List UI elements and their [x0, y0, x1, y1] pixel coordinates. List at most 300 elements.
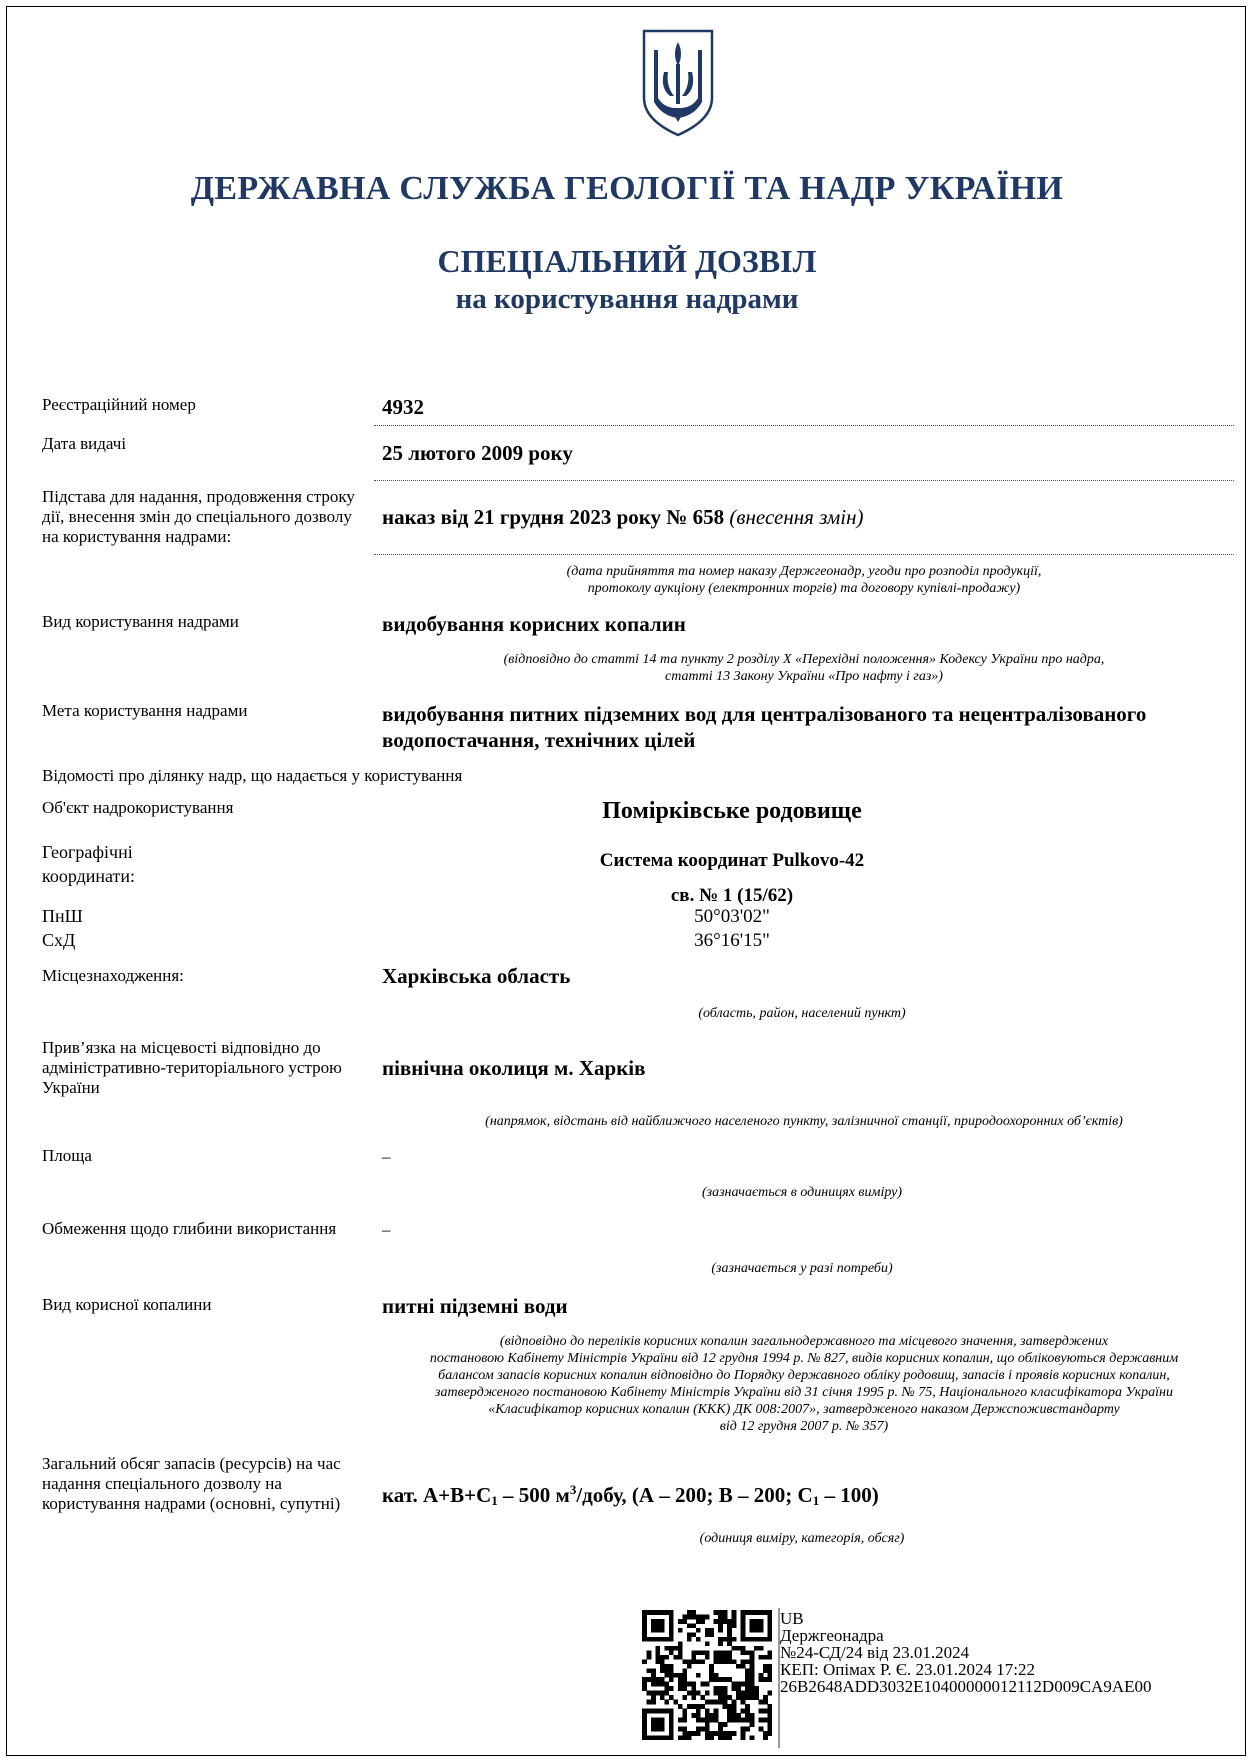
qr-module — [660, 1691, 665, 1696]
coat-of-arms-icon — [640, 28, 716, 138]
qr-module — [691, 1682, 696, 1687]
qr-module — [664, 1682, 669, 1687]
qr-module — [768, 1668, 772, 1673]
issue-date-label: Дата видачі — [42, 434, 127, 453]
qr-module — [705, 1700, 710, 1705]
qr-module — [696, 1619, 701, 1624]
qr-module — [718, 1691, 723, 1696]
qr-module — [768, 1628, 772, 1633]
qr-module — [718, 1727, 723, 1732]
qr-module — [732, 1614, 737, 1619]
qr-module — [745, 1704, 750, 1709]
qr-module — [642, 1614, 647, 1619]
qr-module — [727, 1677, 732, 1682]
qr-module — [669, 1713, 674, 1718]
qr-module — [768, 1632, 772, 1637]
qr-module — [759, 1655, 764, 1660]
qr-module — [718, 1695, 723, 1700]
qr-module — [700, 1650, 705, 1655]
qr-module — [718, 1641, 723, 1646]
qr-module — [682, 1709, 687, 1714]
qr-module — [669, 1686, 674, 1691]
qr-module — [678, 1641, 683, 1646]
qr-module — [642, 1709, 647, 1714]
qr-module — [660, 1623, 665, 1628]
qr-module — [768, 1727, 772, 1732]
qr-module — [768, 1709, 772, 1714]
qr-module — [646, 1668, 651, 1673]
qr-module — [736, 1682, 741, 1687]
qr-module — [655, 1619, 660, 1624]
qr-module — [651, 1736, 656, 1740]
qr-module — [691, 1632, 696, 1637]
qr-module — [723, 1736, 728, 1740]
qr-module — [691, 1659, 696, 1664]
qr-module — [651, 1668, 656, 1673]
qr-module — [655, 1722, 660, 1727]
qr-module — [646, 1736, 651, 1740]
qr-module — [691, 1695, 696, 1700]
qr-module — [723, 1731, 728, 1736]
divider — [374, 425, 1234, 426]
qr-module — [660, 1682, 665, 1687]
qr-module — [687, 1614, 692, 1619]
qr-module — [718, 1637, 723, 1642]
qr-module — [705, 1718, 710, 1723]
qr-module — [660, 1619, 665, 1624]
qr-module — [727, 1655, 732, 1660]
qr-module — [669, 1736, 674, 1740]
divider — [374, 480, 1234, 481]
qr-module — [754, 1619, 759, 1624]
longitude-value: 36°16'15" — [694, 930, 770, 951]
qr-module — [642, 1659, 647, 1664]
qr-module — [759, 1677, 764, 1682]
qr-module — [736, 1713, 741, 1718]
qr-module — [660, 1722, 665, 1727]
qr-module — [664, 1700, 669, 1705]
qr-module — [660, 1695, 665, 1700]
qr-module — [723, 1614, 728, 1619]
qr-module — [705, 1727, 710, 1732]
qr-module — [691, 1623, 696, 1628]
qr-module — [727, 1628, 732, 1633]
qr-module — [678, 1682, 683, 1687]
qr-module — [745, 1695, 750, 1700]
qr-module — [732, 1682, 737, 1687]
qr-module — [642, 1637, 647, 1642]
qr-module — [723, 1691, 728, 1696]
basis-value: наказ від 21 грудня 2023 року № 658 (внесення змін) — [382, 505, 864, 529]
qr-module — [727, 1704, 732, 1709]
qr-module — [705, 1736, 710, 1740]
qr-module — [741, 1659, 746, 1664]
qr-module — [714, 1673, 719, 1678]
qr-module — [678, 1704, 683, 1709]
qr-module — [664, 1691, 669, 1696]
qr-module — [669, 1614, 674, 1619]
qr-module — [691, 1713, 696, 1718]
qr-module — [669, 1673, 674, 1678]
qr-module — [646, 1691, 651, 1696]
qr-module — [696, 1650, 701, 1655]
purpose-value: видобування питних підземних вод для централізованого та нецентралізованого водопостачання, технічних цілей — [382, 702, 1147, 752]
qr-module — [759, 1623, 764, 1628]
qr-module — [642, 1686, 647, 1691]
qr-module — [660, 1655, 665, 1660]
qr-module — [682, 1686, 687, 1691]
qr-module — [691, 1614, 696, 1619]
qr-module — [714, 1650, 719, 1655]
qr-module — [705, 1641, 710, 1646]
qr-module — [696, 1713, 701, 1718]
qr-module — [745, 1637, 750, 1642]
qr-module — [745, 1682, 750, 1687]
qr-module — [750, 1691, 755, 1696]
qr-module — [727, 1695, 732, 1700]
basis-value-note: (внесення змін) — [729, 505, 864, 529]
basis-note: (дата прийняття та номер наказу Держгеонадр, угоди про розподіл продукції, протоколу аукціону (електронних торгів) та договору купівлі-продажу) — [566, 564, 1042, 596]
qr-module — [741, 1664, 746, 1669]
qr-module — [745, 1709, 750, 1714]
qr-module — [745, 1673, 750, 1678]
qr-module — [741, 1695, 746, 1700]
qr-module — [768, 1731, 772, 1736]
qr-module — [673, 1646, 678, 1651]
qr-module — [741, 1632, 746, 1637]
document-title: СПЕЦІАЛЬНИЙ ДОЗВІЛ — [437, 243, 817, 279]
qr-module — [768, 1713, 772, 1718]
qr-module — [705, 1713, 710, 1718]
qr-module — [687, 1682, 692, 1687]
qr-module — [714, 1686, 719, 1691]
qr-module — [741, 1682, 746, 1687]
reserves-value: кат. $А+В+С_1 - 500$ $м^3$/добу, (А – 200; В – 200; $С_1 - 100$) — [382, 1482, 879, 1508]
qr-module — [763, 1664, 768, 1669]
qr-module — [763, 1610, 768, 1615]
qr-module — [705, 1632, 710, 1637]
qr-module — [651, 1610, 656, 1615]
qr-module — [673, 1700, 678, 1705]
qr-module — [759, 1610, 764, 1615]
qr-module — [736, 1718, 741, 1723]
qr-module — [759, 1673, 764, 1678]
qr-module — [691, 1655, 696, 1660]
site-info-label: Відомості про ділянку надр, що надається у користування — [42, 766, 463, 785]
qr-module — [678, 1655, 683, 1660]
qr-module — [664, 1736, 669, 1740]
reserves-note: (одиниця виміру, категорія, обсяг) — [699, 1531, 905, 1546]
qr-module — [705, 1650, 710, 1655]
qr-module — [763, 1668, 768, 1673]
qr-module — [687, 1704, 692, 1709]
qr-module — [655, 1727, 660, 1732]
qr-module — [723, 1695, 728, 1700]
qr-module — [745, 1727, 750, 1732]
qr-module — [646, 1650, 651, 1655]
qr-module — [714, 1713, 719, 1718]
qr-module — [696, 1704, 701, 1709]
qr-module — [709, 1673, 714, 1678]
area-label: Площа — [42, 1146, 92, 1165]
qr-module — [768, 1718, 772, 1723]
qr-module — [759, 1700, 764, 1705]
qr-module — [660, 1610, 665, 1615]
qr-module — [646, 1700, 651, 1705]
qr-module — [678, 1718, 683, 1723]
qr-module — [655, 1655, 660, 1660]
qr-module — [727, 1637, 732, 1642]
qr-module — [705, 1691, 710, 1696]
qr-module — [687, 1623, 692, 1628]
qr-module — [741, 1650, 746, 1655]
mineral-value: питні підземні води — [382, 1294, 568, 1318]
object-value: Помірківське родовище — [602, 798, 862, 824]
qr-module — [763, 1677, 768, 1682]
qr-module — [768, 1610, 772, 1615]
qr-module — [669, 1727, 674, 1732]
qr-module — [651, 1718, 656, 1723]
qr-module — [723, 1659, 728, 1664]
qr-module — [763, 1655, 768, 1660]
qr-module — [727, 1736, 732, 1740]
location-note: (область, район, населений пункт) — [698, 1006, 906, 1021]
qr-module — [718, 1655, 723, 1660]
qr-module — [763, 1736, 768, 1740]
qr-module — [669, 1664, 674, 1669]
qr-module — [750, 1655, 755, 1660]
issue-date-value: 25 лютого 2009 року — [382, 441, 573, 465]
reg-number-value: 4932 — [382, 395, 424, 419]
qr-module — [763, 1700, 768, 1705]
qr-module — [768, 1673, 772, 1678]
qr-module — [718, 1700, 723, 1705]
qr-module — [750, 1713, 755, 1718]
qr-module — [709, 1632, 714, 1637]
qr-module — [682, 1682, 687, 1687]
qr-module — [651, 1673, 656, 1678]
qr-module — [660, 1659, 665, 1664]
qr-module — [736, 1695, 741, 1700]
qr-module — [664, 1610, 669, 1615]
qr-module — [646, 1677, 651, 1682]
qr-module — [768, 1619, 772, 1624]
qr-module — [655, 1709, 660, 1714]
qr-module — [732, 1619, 737, 1624]
qr-module — [732, 1646, 737, 1651]
geo-label: Географічні координати: — [42, 842, 136, 886]
qr-module — [750, 1650, 755, 1655]
qr-module — [750, 1682, 755, 1687]
qr-module — [750, 1673, 755, 1678]
qr-module — [700, 1682, 705, 1687]
qr-module — [727, 1632, 732, 1637]
qr-module — [687, 1610, 692, 1615]
qr-module — [754, 1686, 759, 1691]
qr-module — [741, 1718, 746, 1723]
qr-module — [660, 1736, 665, 1740]
binding-note: (напрямок, відстань від найближчого населеного пункту, залізничної станції, природоохоронних об’єктів) — [485, 1114, 1123, 1129]
qr-module — [723, 1704, 728, 1709]
qr-module — [696, 1673, 701, 1678]
qr-module — [723, 1637, 728, 1642]
qr-module — [651, 1677, 656, 1682]
qr-module — [732, 1700, 737, 1705]
qr-module — [727, 1713, 732, 1718]
qr-module — [682, 1727, 687, 1732]
qr-module — [718, 1677, 723, 1682]
qr-module — [669, 1637, 674, 1642]
qr-module — [651, 1682, 656, 1687]
qr-module — [664, 1637, 669, 1642]
qr-module — [741, 1731, 746, 1736]
qr-module — [763, 1731, 768, 1736]
qr-module — [727, 1659, 732, 1664]
qr-module — [705, 1614, 710, 1619]
use-type-note: (відповідно до статті 14 та пункту 2 розділу X «Перехідні положення» Кодексу України про надра, статті 13 Закону України «Про нафту і газ») — [503, 652, 1105, 684]
qr-module — [745, 1718, 750, 1723]
qr-module — [691, 1691, 696, 1696]
qr-module — [714, 1731, 719, 1736]
well-number: св. № 1 (15/62) — [670, 885, 794, 906]
qr-module — [714, 1677, 719, 1682]
qr-module — [687, 1731, 692, 1736]
qr-module — [660, 1709, 665, 1714]
qr-module — [660, 1664, 665, 1669]
qr-module — [673, 1655, 678, 1660]
qr-module — [732, 1686, 737, 1691]
qr-module — [718, 1614, 723, 1619]
qr-module — [759, 1718, 764, 1723]
qr-module — [700, 1695, 705, 1700]
qr-module — [642, 1610, 647, 1615]
divider — [374, 554, 1234, 555]
qr-module — [678, 1727, 683, 1732]
qr-module — [705, 1731, 710, 1736]
qr-module — [664, 1686, 669, 1691]
qr-module — [718, 1619, 723, 1624]
qr-module — [687, 1664, 692, 1669]
qr-module — [700, 1659, 705, 1664]
digital-signature-stamp: UB Держгеонадра №24-СД/24 від 23.01.2024 КЕП: Опімах Р. Є. 23.01.2024 17:22 26B2648ADD3032E10400000012112D009CA9AE00 — [780, 1609, 1152, 1696]
qr-module — [723, 1686, 728, 1691]
qr-module — [732, 1731, 737, 1736]
depth-value: – — [382, 1220, 391, 1239]
qr-module — [700, 1718, 705, 1723]
qr-module — [768, 1722, 772, 1727]
qr-module — [709, 1731, 714, 1736]
qr-module — [768, 1623, 772, 1628]
qr-module — [732, 1709, 737, 1714]
qr-module — [669, 1650, 674, 1655]
qr-module — [750, 1677, 755, 1682]
qr-module — [669, 1709, 674, 1714]
qr-module — [669, 1718, 674, 1723]
qr-module — [646, 1637, 651, 1642]
qr-module — [718, 1731, 723, 1736]
qr-module — [682, 1619, 687, 1624]
qr-code-icon[interactable] — [642, 1610, 772, 1740]
qr-module — [718, 1650, 723, 1655]
qr-module — [669, 1695, 674, 1700]
qr-module — [642, 1713, 647, 1718]
qr-module — [655, 1646, 660, 1651]
qr-module — [745, 1677, 750, 1682]
qr-module — [655, 1610, 660, 1615]
qr-module — [709, 1736, 714, 1740]
qr-module — [714, 1619, 719, 1624]
qr-module — [723, 1722, 728, 1727]
use-type-label: Вид користування надрами — [42, 612, 239, 631]
qr-module — [732, 1659, 737, 1664]
qr-module — [682, 1731, 687, 1736]
qr-module — [687, 1659, 692, 1664]
qr-module — [754, 1695, 759, 1700]
qr-module — [655, 1623, 660, 1628]
qr-module — [651, 1623, 656, 1628]
qr-module — [678, 1650, 683, 1655]
qr-module — [700, 1704, 705, 1709]
qr-module — [745, 1610, 750, 1615]
qr-module — [682, 1713, 687, 1718]
qr-module — [696, 1727, 701, 1732]
qr-module — [741, 1610, 746, 1615]
qr-module — [673, 1673, 678, 1678]
purpose-label: Мета користування надрами — [42, 701, 248, 720]
qr-module — [714, 1659, 719, 1664]
qr-module — [669, 1646, 674, 1651]
qr-module — [651, 1695, 656, 1700]
qr-module — [736, 1686, 741, 1691]
qr-module — [660, 1637, 665, 1642]
qr-module — [669, 1623, 674, 1628]
qr-module — [718, 1628, 723, 1633]
qr-module — [727, 1731, 732, 1736]
qr-module — [678, 1677, 683, 1682]
qr-module — [759, 1628, 764, 1633]
qr-module — [655, 1736, 660, 1740]
qr-module — [741, 1628, 746, 1633]
qr-module — [745, 1659, 750, 1664]
qr-module — [754, 1628, 759, 1633]
depth-label: Обмеження щодо глибини використання — [42, 1219, 337, 1238]
qr-module — [664, 1709, 669, 1714]
qr-module — [709, 1713, 714, 1718]
qr-module — [696, 1659, 701, 1664]
qr-module — [669, 1722, 674, 1727]
qr-module — [763, 1695, 768, 1700]
qr-module — [642, 1722, 647, 1727]
qr-module — [660, 1727, 665, 1732]
qr-module — [696, 1731, 701, 1736]
qr-module — [664, 1664, 669, 1669]
reserves-label: Загальний обсяг запасів (ресурсів) на час надання спеціального дозволу на користування надрами (основні, супутні) — [42, 1454, 341, 1513]
object-label: Об'єкт надрокористування — [42, 798, 234, 817]
qr-module — [741, 1700, 746, 1705]
qr-module — [727, 1650, 732, 1655]
area-value: – — [382, 1147, 391, 1166]
qr-module — [678, 1628, 683, 1633]
qr-module — [651, 1709, 656, 1714]
qr-module — [759, 1619, 764, 1624]
qr-module — [714, 1610, 719, 1615]
qr-module — [750, 1718, 755, 1723]
document-subtitle: на користування надрами — [455, 283, 799, 315]
qr-module — [691, 1610, 696, 1615]
qr-module — [750, 1695, 755, 1700]
qr-module — [664, 1655, 669, 1660]
qr-module — [660, 1677, 665, 1682]
